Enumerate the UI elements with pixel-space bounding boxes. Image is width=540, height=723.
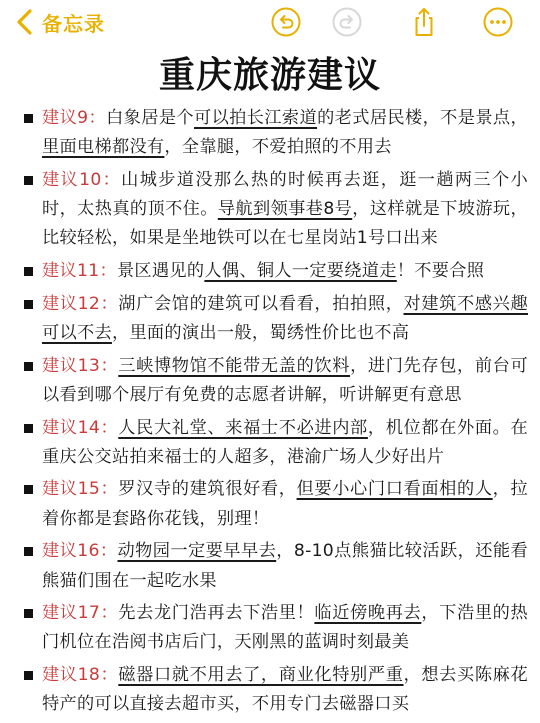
- suggestion-number: 建议14：: [42, 417, 119, 438]
- list-item: [20, 352, 528, 410]
- list-item: [20, 537, 528, 595]
- suggestion-list[interactable]: [20, 104, 528, 723]
- suggestion-number: 建议18：: [42, 665, 119, 686]
- suggestion-text: [42, 537, 528, 595]
- text-span: 罗汉寺的建筑很好看，: [118, 479, 297, 500]
- list-item: [20, 257, 528, 286]
- text-span: ，进门先存包，前台可以看到哪个展厅有免费的志愿者讲解，听讲解更有意思: [42, 355, 528, 405]
- list-item: [20, 290, 528, 348]
- text-span: ，全靠腿，不爱拍照的不用去: [164, 137, 392, 158]
- suggestion-text: [42, 290, 528, 348]
- suggestion-text: [42, 257, 528, 286]
- suggestion-text: [42, 352, 528, 410]
- suggestion-number: 建议9：: [42, 108, 107, 128]
- underlined-text: 人偶、铜人一定要绕道走: [204, 261, 397, 282]
- list-item: [20, 166, 528, 254]
- undo-icon[interactable]: [270, 6, 302, 38]
- more-icon[interactable]: [482, 6, 514, 38]
- square-bullet-icon: [24, 485, 33, 494]
- list-item: [20, 475, 528, 533]
- list-item: [20, 661, 528, 719]
- suggestion-number: 建议11：: [42, 261, 117, 282]
- suggestion-number: 建议16：: [42, 541, 118, 562]
- toolbar: [0, 0, 540, 46]
- list-item: [20, 414, 528, 472]
- suggestion-number: 建议17：: [42, 603, 119, 624]
- list-item: [20, 104, 528, 162]
- square-bullet-icon: [24, 671, 33, 680]
- square-bullet-icon: [24, 547, 33, 556]
- underlined-text: 三峡博物馆不能带无盖的饮料: [118, 355, 351, 376]
- square-bullet-icon: [24, 362, 33, 371]
- underlined-text: 对建筑不感兴趣可以不去: [42, 293, 528, 343]
- text-span: ，想去买陈麻花特产的可以直接去超市买，不用专门去磁器口买: [42, 665, 528, 715]
- square-bullet-icon: [24, 267, 33, 276]
- list-item: [20, 599, 528, 657]
- back-label: 备忘录: [42, 11, 105, 36]
- text-span: ，下浩里的热门机位在浩阅书店后门，天刚黑的蓝调时刻最美: [42, 603, 528, 653]
- text-span: 山城步道没那么热的时候再去逛，逛一趟两三个小时，太热真的顶不住。: [42, 169, 528, 220]
- suggestion-number: 建议13：: [42, 355, 119, 376]
- suggestion-number: 建议10：: [42, 169, 122, 190]
- underlined-text: 导航到领事巷8号: [217, 199, 353, 220]
- square-bullet-icon: [24, 114, 33, 123]
- suggestion-text: [42, 104, 528, 162]
- back-button[interactable]: [14, 6, 105, 38]
- text-span: 湖广会馆的建筑可以看看，拍拍照，: [118, 293, 404, 314]
- text-span: ，8-10点熊猫比较活跃，还能看熊猫们围在一起吃水果: [42, 541, 528, 591]
- redo-icon[interactable]: [331, 6, 363, 38]
- text-span: ，里面的演出一般，蜀绣性价比也不高: [111, 322, 410, 343]
- text-span: 白象居是个: [106, 108, 194, 128]
- text-span: 先去龙门浩再去下浩里！: [118, 603, 315, 624]
- suggestion-number: 建议15：: [42, 479, 119, 500]
- square-bullet-icon: [24, 300, 33, 309]
- underlined-text: 人民大礼堂、来福士不必进内部: [118, 417, 368, 438]
- share-icon[interactable]: [408, 6, 440, 38]
- underlined-text: 临近傍晚再去: [314, 603, 422, 624]
- underlined-text: 但要小心门口看面相的人: [296, 479, 493, 500]
- underlined-text: 动物园一定要早早去: [117, 541, 277, 562]
- suggestion-text: [42, 475, 528, 533]
- text-span: 的老式居民楼，不是景点，: [317, 108, 528, 128]
- underlined-text: 里面电梯都没有: [42, 137, 165, 158]
- suggestion-text: [42, 661, 528, 719]
- note-title: 重庆旅游建议: [158, 55, 381, 96]
- square-bullet-icon: [24, 176, 33, 185]
- text-span: ，这样就是下坡游玩，比较轻松，如果是坐地铁可以在七星岗站1号口出来: [42, 199, 528, 249]
- text-span: ，机位都在外面。在重庆公交站拍来福士的人超多，港渝广场人少好出片: [42, 417, 529, 467]
- square-bullet-icon: [24, 609, 33, 618]
- suggestion-text: [42, 166, 528, 254]
- square-bullet-icon: [24, 424, 33, 433]
- text-span: ，拉着你都是套路你花钱，别理！: [42, 479, 528, 529]
- suggestion-text: [42, 599, 528, 657]
- suggestion-text: [42, 414, 528, 472]
- underlined-text: 可以拍长江索道: [194, 108, 318, 128]
- chevron-left-icon: [14, 9, 36, 35]
- text-span: 景区遇见的: [116, 261, 205, 282]
- suggestion-number: 建议12：: [42, 293, 119, 314]
- text-span: ！不要合照: [396, 261, 485, 282]
- underlined-text: 磁器口就不用去了，商业化特别严重: [118, 665, 404, 686]
